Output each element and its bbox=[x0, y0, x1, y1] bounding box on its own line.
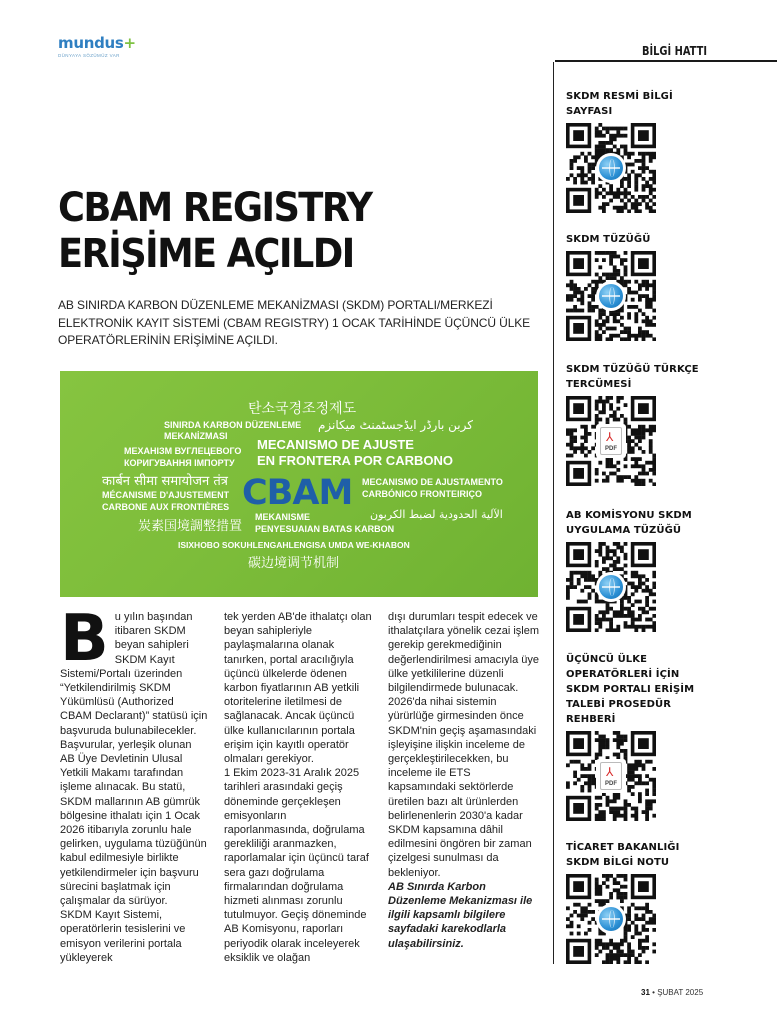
globe-icon bbox=[599, 284, 623, 308]
qr-block-regulation-turkish[interactable] bbox=[566, 362, 716, 486]
sidebar-divider bbox=[553, 62, 554, 964]
qr-title: TİCARET BAKANLIĞI SKDM BİLGİ NOTU bbox=[566, 842, 680, 868]
hero-text-chinese: 碳边境调节机制 bbox=[248, 556, 340, 571]
hero-cbam-center: CBAM bbox=[242, 473, 353, 513]
qr-block-trade-ministry-note[interactable] bbox=[566, 840, 716, 964]
article-body bbox=[60, 602, 540, 970]
hero-text-es-2: EN FRONTERA POR CARBONO bbox=[257, 453, 453, 468]
hero-text-uk-2: КОРИГУВАННЯ ІМПОРТУ bbox=[124, 458, 235, 468]
paragraph: SKDM Kayıt Sistemi, operatörlerin tesislerini ve emisyon verilerini portala yükleyerek bbox=[60, 909, 186, 964]
qr-code[interactable] bbox=[566, 731, 656, 821]
dropcap: B bbox=[60, 602, 109, 676]
qr-title: SKDM RESMİ BİLGİ SAYFASI bbox=[566, 91, 673, 117]
qr-block-official-page[interactable] bbox=[566, 89, 716, 213]
hero-text-japanese: 炭素国境調整措置 bbox=[138, 519, 243, 534]
hero-text-hindi: कार्बन सीमा समायोजन तंत्र bbox=[102, 474, 228, 489]
hero-text-persian: کربن بارڈر ایڈجسٹمنٹ میکانزم bbox=[318, 418, 473, 432]
mundus-logo bbox=[58, 34, 136, 58]
qr-title: ÜÇÜNCÜ ÜLKE OPERATÖRLERİ İÇİN SKDM PORTALI ERİŞİM TALEBİ PROSEDÜR REHBERİ bbox=[566, 654, 695, 725]
logo-tagline: DÜNYAYA SÖZÜMÜZ VAR bbox=[58, 53, 120, 58]
logo-wordmark: mundus+ bbox=[58, 34, 136, 52]
cbam-word-cloud bbox=[60, 371, 538, 597]
hero-text-pt-2: CARBÓNICO FRONTEIRIÇO bbox=[362, 489, 482, 499]
qr-code[interactable] bbox=[566, 874, 656, 964]
footer-separator: • bbox=[652, 988, 655, 997]
qr-title: SKDM TÜZÜĞÜ TÜRKÇE TERCÜMESİ bbox=[566, 364, 699, 390]
section-divider bbox=[555, 60, 777, 62]
cbam-multilingual-image bbox=[60, 371, 538, 597]
page-number: 31 bbox=[641, 988, 650, 997]
qr-callout: AB Sınırda Karbon Düzenleme Mekanizması ile ilgili kapsamlı bilgilere sayfadaki karekodlarla ulaşabilirsiniz. bbox=[388, 880, 533, 950]
paragraph: u yılın başından itibaren SKDM beyan sahipleri SKDM Kayıt Sistemi/Portalı üzerinden “Yetkilendirilmiş SKDM Yükümlüsü (Authorized CBAM Declarant)” statüsü için başvuruda bulunabilecekler. Başvurular, yerleşik olunan AB Üye Devletinin Ulusal Yetkili Makamı tarafından işleme alınacak. Bu statü, SKDM mallarının AB gümrük bölgesine ithalatı için 1 Ocak 2026 itibarıyla zorunlu hale gelirken, uygulama tüzüğünün kabul edilmesiyle birlikte yetkilendirmeler için başvuru sürecini başlatmak için çalışmalar da sürüyor. bbox=[60, 611, 208, 908]
paragraph: 2026'da nihai sistemin yürürlüğe girmesinden önce SKDM'nin geçiş aşamasındaki işleyişine ilişkin inceleme de gerçekleştirilecekken, bu inceleme ile ETS kapsamındaki sektörlerde üretilen bazı alt ürünlerden belirlenenlerin 2030'a kadar SKDM kapsamına dâhil edilmesini öngören bir zaman çizelgesi sunulması da bekleniyor. bbox=[388, 696, 537, 879]
hero-text-fr-1: MÉCANISME D'AJUSTEMENT bbox=[102, 490, 230, 500]
qr-code[interactable] bbox=[566, 542, 656, 632]
paragraph: 1 Ekim 2023-31 Aralık 2025 tarihleri arasındaki geçiş döneminde gerçekleşen emisyonların raporlanmasında, doğrulama gerekliliği aranmazken, raporlamalar için üçüncü taraf sera gazı doğrulama firmalarından doğrulama hizmeti alınması zorunlu tutulmuyor. Geçiş döneminde AB Komisyonu, raporları periyodik olarak inceleyerek eksiklik ve olağan bbox=[224, 767, 369, 964]
pdf-icon: ⅄ PDF bbox=[600, 427, 622, 455]
hero-text-ms-2: PENYESUAIAN BATAS KARBON bbox=[255, 524, 395, 534]
issue-date: ŞUBAT 2025 bbox=[657, 988, 704, 997]
section-label: BİLGİ HATTI bbox=[642, 44, 707, 58]
qr-code[interactable] bbox=[566, 251, 656, 341]
hero-text-arabic: الآلية الحدودية لضبط الكربون bbox=[370, 508, 503, 521]
article-lead: AB SINIRDA KARBON DÜZENLEME MEKANİZMASI (SKDM) PORTALI/MERKEZİ ELEKTRONİK KAYIT SİSTEMİ (CBAM REGISTRY) 1 OCAK TARİHİNDE ÜÇÜNCÜ ÜLKE OPERATÖRLERİNİN ERİŞİMİNE AÇILDI. bbox=[58, 298, 531, 347]
globe-icon bbox=[599, 575, 623, 599]
body-column-1 bbox=[60, 602, 208, 965]
hero-text-zulu: ISIXHOBO SOKUHLENGAHLENGISA UMDA WE-KHABON bbox=[178, 540, 410, 550]
hero-text-uk-1: МЕХАНІЗМ ВУГЛЕЦЕВОГО bbox=[124, 446, 242, 456]
headline-line-1: CBAM REGISTRY bbox=[58, 185, 372, 231]
globe-icon bbox=[599, 907, 623, 931]
hero-text-es-1: MECANISMO DE AJUSTE bbox=[257, 437, 414, 452]
qr-title: AB KOMİSYONU SKDM UYGULAMA TÜZÜĞÜ bbox=[566, 510, 692, 536]
page-footer bbox=[641, 988, 703, 997]
qr-code[interactable] bbox=[566, 123, 656, 213]
body-column-3 bbox=[388, 610, 540, 951]
qr-code[interactable] bbox=[566, 396, 656, 486]
paragraph: dışı durumları tespit edecek ve ithalatçılara yönelik cezai işlem gerekip gerekmediğinin değerlendirilmesi amacıyla üye ülke yetkililerine düzenli bilgilendirmede bulunacak. bbox=[388, 611, 540, 695]
body-column-2 bbox=[224, 610, 374, 965]
qr-block-implementing-regulation[interactable] bbox=[566, 508, 716, 632]
article-headline bbox=[58, 185, 490, 277]
hero-text-tr-2: MEKANİZMASI bbox=[164, 431, 228, 441]
hero-text-korean: 탄소국경조정제도 bbox=[248, 400, 357, 416]
hero-text-ms-1: MEKANISME bbox=[255, 512, 311, 522]
paragraph: tek yerden AB'de ithalatçı olan beyan sahipleriyle paylaşmalarına olanak tanırken, portal aracılığıyla üçüncü ülkelerde ödenen karbon fiyatlarının AB yetkili otoritelerine iletilmesi de sağlanacak. Ancak üçüncü ülke kullanıcılarının portala erişim için kayıtlı operatör olmaları gerekiyor. bbox=[224, 611, 372, 766]
hero-text-fr-2: CARBONE AUX FRONTIÈRES bbox=[102, 502, 230, 512]
qr-block-regulation[interactable] bbox=[566, 232, 716, 341]
hero-text-tr-1: SINIRDA KARBON DÜZENLEME bbox=[164, 420, 302, 430]
headline-line-2: ERİŞİME AÇILDI bbox=[58, 231, 354, 277]
hero-text-pt-1: MECANISMO DE AJUSTAMENTO bbox=[362, 477, 503, 487]
globe-icon bbox=[599, 156, 623, 180]
qr-title: SKDM TÜZÜĞÜ bbox=[566, 234, 651, 245]
qr-block-portal-guide[interactable] bbox=[566, 652, 716, 821]
pdf-icon: ⅄ PDF bbox=[600, 762, 622, 790]
